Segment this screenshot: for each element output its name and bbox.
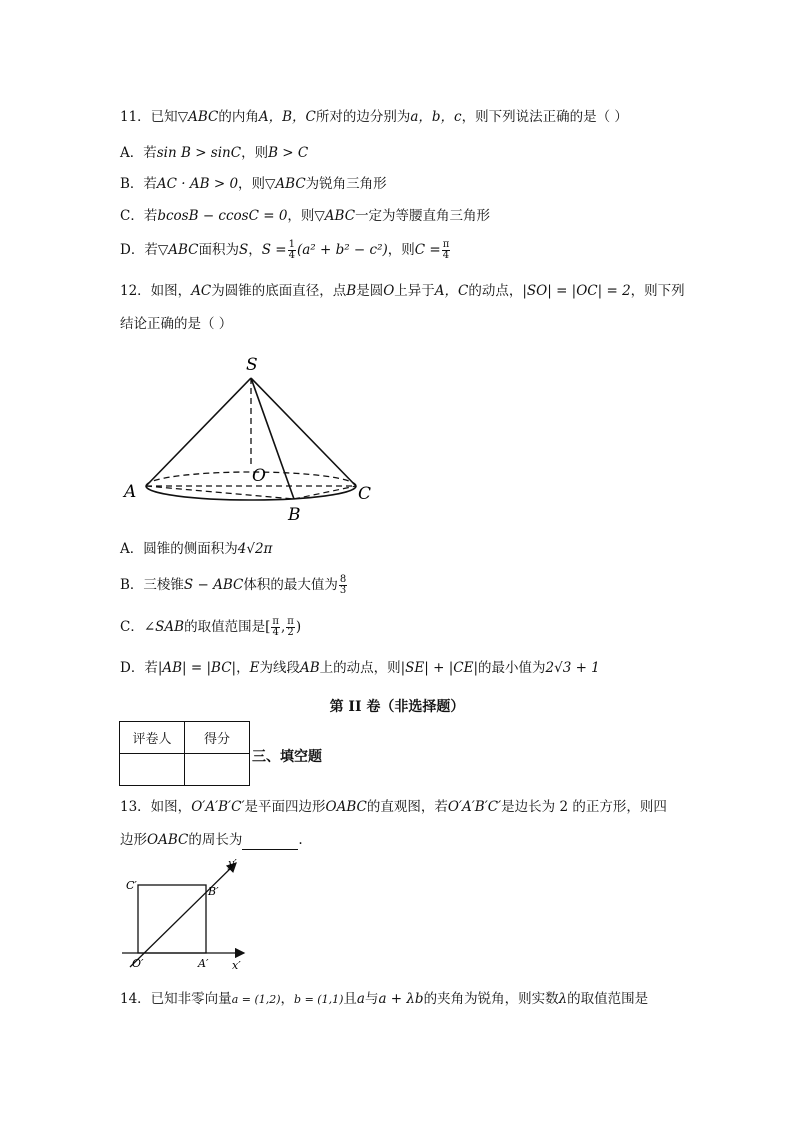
answer-blank: [242, 835, 298, 850]
q12-stem-line1: 12．如图，AC为圆锥的底面直径，点B是圆O上异于A，C的动点，|SO| = |OC| = 2，则下列: [120, 283, 685, 299]
label-O-prime: O′: [132, 957, 144, 970]
label-C-prime: C′: [126, 879, 137, 892]
q11-option-b: B．若AC · AB > 0，则▽ABC为锐角三角形: [120, 176, 387, 192]
label-A: A: [124, 482, 137, 502]
q12-option-b: B．三棱锥S − ABC体积的最大值为 $\frac{8}{3}$: [120, 574, 347, 596]
q12-option-d: D．若|AB| = |BC|，E为线段AB上的动点，则|SE| + |CE|的最小值为2√3 + 1: [120, 660, 600, 676]
label-x-prime: x′: [232, 959, 241, 972]
label-O: O: [252, 466, 266, 486]
score-header: 得分: [185, 722, 250, 754]
grader-header: 评卷人: [120, 722, 185, 754]
label-B: B: [288, 505, 301, 525]
square-figure: [118, 855, 258, 975]
q14-line: 14．已知非零向量a = (1,2)，b = (1,1)且a与a + λb的夹角为锐角，则实数λ的取值范围是: [120, 991, 649, 1007]
label-B-prime: B′: [208, 885, 219, 898]
grader-cell: [120, 754, 185, 786]
q11-option-d: D．若▽ABC面积为S，S = $\frac{1}{4}$ (a² + b² − c²)，则C = $\frac{\pi}{4}$: [120, 239, 450, 261]
label-y-prime: y′: [228, 857, 237, 870]
q13-line1: 13．如图，O′A′B′C′是平面四边形OABC的直观图，若O′A′B′C′是边长为 2 的正方形，则四: [120, 799, 667, 815]
fraction-pi-over-2: $\frac{\pi}{2}$: [287, 616, 294, 638]
section-title: 第 II 卷（非选择题）: [329, 699, 465, 715]
q11-option-a: A．若sin B > sinC，则B > C: [120, 145, 309, 161]
fraction-pi-over-4: $\frac{\pi}{4}$: [442, 239, 450, 261]
fraction-eight-thirds: $\frac{8}{3}$: [339, 574, 347, 596]
q11-option-c: C．若bcosB − ccosC = 0，则▽ABC一定为等腰直角三角形: [120, 208, 491, 224]
score-cell: [185, 754, 250, 786]
part-label: 三、填空题: [252, 749, 322, 765]
q12-stem-line2: 结论正确的是（ ）: [120, 316, 233, 332]
q12-option-c: C．∠SAB的取值范围是[ $\frac{\pi}{4}$ , $\frac{\pi}{2}$ ): [120, 616, 302, 638]
cone-figure: [118, 348, 380, 526]
fraction-one-quarter: $\frac{1}{4}$: [288, 239, 295, 261]
score-table: [119, 721, 250, 786]
q12-option-a: A．圆锥的侧面积为4√2π: [120, 541, 273, 557]
label-A-prime: A′: [198, 957, 209, 970]
label-C: C: [358, 484, 372, 504]
q13-line2: 边形OABC的周长为 .: [120, 832, 303, 848]
q11-stem: 11．已知▽ABC的内角A，B，C所对的边分别为a，b，c，则下列说法正确的是（ ）: [120, 109, 628, 125]
label-S: S: [246, 355, 258, 375]
fraction-pi-over-4: $\frac{\pi}{4}$: [272, 616, 279, 638]
